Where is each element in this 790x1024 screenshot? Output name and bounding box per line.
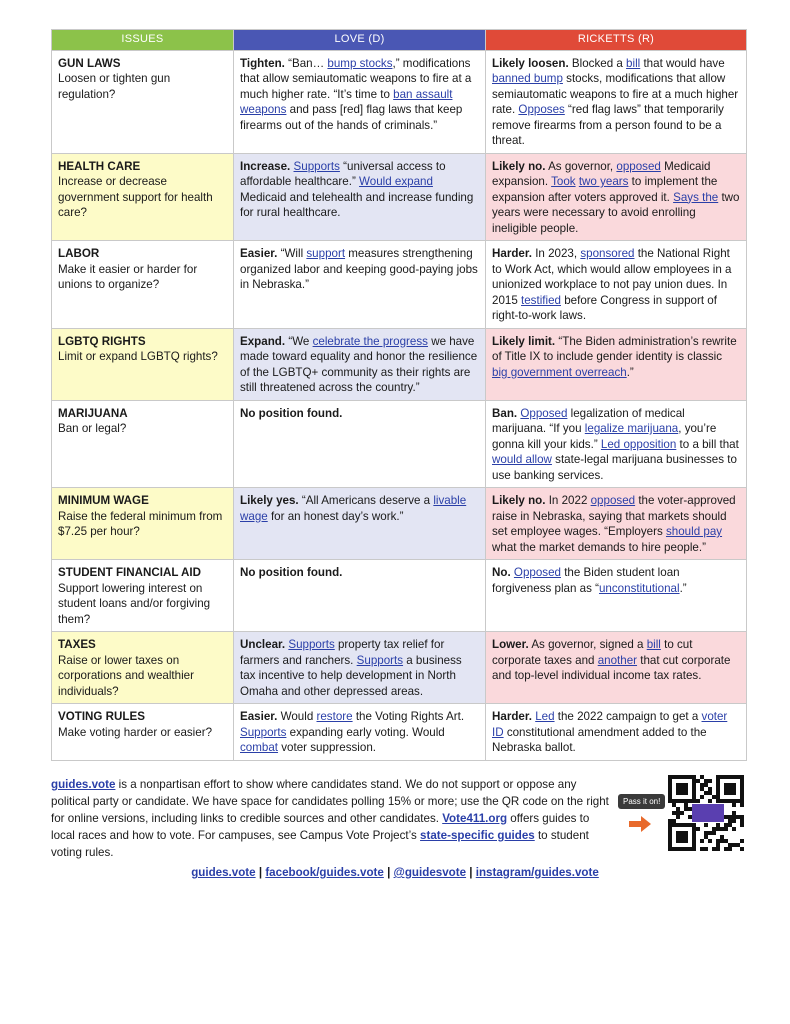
text-segment: the Biden student loan forgiveness plan as “: [492, 566, 680, 595]
position-summary: Increase.: [240, 159, 291, 173]
source-link[interactable]: banned bump: [492, 72, 563, 85]
issue-question: Raise the federal minimum from $7.25 per hour?: [58, 509, 223, 538]
text-segment: Medicaid and telehealth and increase funding for rural healthcare.: [240, 190, 474, 219]
issue-question: Raise or lower taxes on corporations and wealthier individuals?: [58, 653, 194, 698]
text-segment: .”: [626, 365, 634, 379]
issue-title: LABOR: [58, 247, 100, 260]
text-segment: “Ban…: [284, 56, 328, 70]
ricketts-position-cell: [486, 560, 747, 632]
ricketts-position-cell: [486, 632, 747, 704]
issue-cell: [52, 241, 234, 329]
source-link[interactable]: another: [597, 653, 638, 667]
issue-question: Support lowering interest on student loans and/or forgiving them?: [58, 581, 211, 626]
issue-row: [52, 153, 747, 241]
issue-title: MARIJUANA: [58, 406, 128, 420]
issue-row: [52, 704, 747, 761]
text-segment: As governor, signed a: [528, 638, 647, 651]
issue-row: [52, 50, 747, 153]
footer-text-segment: to student voting rules.: [51, 829, 589, 859]
source-link[interactable]: unconstitutional: [598, 581, 680, 595]
source-link[interactable]: Opposes: [518, 103, 565, 116]
issue-question: Make voting harder or easier?: [58, 725, 213, 739]
source-link[interactable]: two years: [578, 175, 629, 188]
source-link[interactable]: Supports: [288, 638, 335, 651]
text-segment: constitutional amendment added to the Nebraska ballot.: [492, 725, 707, 754]
text-segment: expanding early voting. Would: [286, 725, 445, 739]
position-summary: Likely no.: [492, 159, 546, 173]
position-summary: Lower.: [492, 638, 529, 651]
issue-row: [52, 328, 747, 400]
text-segment: “red flag laws” that temporarily remove firearms from a person found to be a threat.: [492, 103, 724, 147]
issue-row: [52, 488, 747, 560]
footer-link[interactable]: Vote411.org: [442, 812, 508, 825]
text-segment: what the market demands to hire people.”: [492, 540, 706, 554]
position-summary: Easier.: [240, 710, 278, 723]
link-separator: |: [383, 866, 394, 879]
position-summary: Expand.: [240, 334, 286, 348]
position-summary: Ban.: [492, 406, 518, 420]
source-link[interactable]: ban assault weapons: [240, 87, 453, 116]
source-link[interactable]: combat: [240, 741, 279, 754]
text-segment: that cut corporate and top-level individual income tax rates.: [492, 653, 731, 682]
issue-cell: [52, 704, 234, 761]
text-segment: the voter-approved raise in Nebraska, saying that markets should set employee wages. “Employers: [492, 494, 736, 538]
link-separator: |: [255, 866, 266, 879]
text-segment: before Congress in support of right-to-work laws.: [492, 293, 717, 322]
position-summary: No position found.: [240, 406, 343, 420]
issue-title: MINIMUM WAGE: [58, 494, 149, 507]
source-link[interactable]: Supports: [356, 653, 404, 667]
text-segment: Medicaid expansion.: [492, 159, 711, 188]
love-position-cell: [234, 241, 486, 329]
issue-question: Ban or legal?: [58, 422, 127, 435]
love-position-cell: [234, 50, 486, 153]
bottom-link[interactable]: guides.vote: [191, 866, 256, 879]
text-segment: state-legal marijuana businesses to use banking services.: [492, 453, 737, 482]
qr-code-icon[interactable]: [668, 775, 744, 851]
issue-title: LGBTQ RIGHTS: [58, 334, 146, 348]
text-segment: property tax relief for farmers and ranchers.: [240, 638, 445, 667]
text-segment: the 2022 campaign to get a: [554, 710, 702, 723]
issue-cell: [52, 560, 234, 632]
source-link[interactable]: testified: [521, 293, 561, 307]
source-link[interactable]: Took: [551, 175, 576, 188]
source-link[interactable]: sponsored: [580, 247, 635, 260]
footer-link[interactable]: guides.vote: [51, 778, 116, 791]
love-position-cell: [234, 488, 486, 560]
source-link[interactable]: Supports: [240, 725, 287, 739]
issue-row: [52, 400, 747, 488]
text-segment: , you’re gonna kill your kids.”: [492, 422, 717, 451]
text-segment: stocks, modifications that allow semiautomatic weapons to fire at a much higher rate.: [492, 72, 739, 116]
source-link[interactable]: bill: [646, 638, 661, 651]
source-link[interactable]: big government overreach: [492, 365, 627, 379]
text-segment: Blocked a: [568, 56, 627, 70]
text-segment: measures strengthening organized labor and keeping good-paying jobs in Nebraska.”: [240, 247, 478, 291]
position-summary: No position found.: [240, 566, 343, 579]
position-summary: Easier.: [240, 247, 278, 260]
issue-row: [52, 560, 747, 632]
issue-cell: [52, 488, 234, 560]
text-segment: Would: [277, 710, 317, 723]
text-segment: .”: [679, 581, 687, 595]
text-segment: “Will: [277, 247, 307, 260]
text-segment: In 2022: [545, 494, 591, 507]
text-segment: “All Americans deserve a: [298, 494, 434, 507]
text-segment: “The Biden administration’s rewrite of Title IX to include gender identity is classic: [492, 334, 737, 363]
position-summary: No.: [492, 566, 511, 579]
love-position-cell: [234, 328, 486, 400]
love-position-cell: [234, 400, 486, 488]
bottom-link[interactable]: instagram/guides.vote: [475, 866, 599, 879]
issues-header: ISSUES: [52, 30, 234, 51]
issue-cell: [52, 50, 234, 153]
right-arrow-icon: [629, 816, 651, 832]
source-link[interactable]: bump stocks: [327, 56, 393, 70]
ricketts-header: RICKETTS (R): [486, 30, 747, 51]
footer-link[interactable]: state-specific guides: [420, 829, 535, 842]
ricketts-position-cell: [486, 328, 747, 400]
issue-title: STUDENT FINANCIAL AID: [58, 566, 201, 579]
source-link[interactable]: should pay: [665, 525, 723, 538]
ricketts-position-cell: [486, 50, 747, 153]
text-segment: In 2023,: [531, 247, 581, 260]
source-link[interactable]: Led: [535, 710, 555, 723]
position-summary: Likely limit.: [492, 334, 556, 348]
source-link[interactable]: livable wage: [240, 494, 467, 523]
love-header: LOVE (D): [234, 30, 486, 51]
link-separator: |: [466, 866, 476, 879]
text-segment: voter suppression.: [278, 741, 376, 754]
position-summary: Likely no.: [492, 494, 546, 507]
text-segment: to a bill that: [676, 437, 739, 451]
position-summary: Tighten.: [240, 56, 285, 70]
source-link[interactable]: support: [306, 247, 346, 260]
text-segment: As governor,: [545, 159, 617, 173]
ricketts-position-cell: [486, 488, 747, 560]
issue-question: Limit or expand LGBTQ rights?: [58, 350, 218, 363]
text-segment: the Voting Rights Art.: [352, 710, 465, 723]
text-segment: that would have: [640, 56, 725, 70]
bottom-link[interactable]: @guidesvote: [393, 866, 467, 879]
text-segment: we have made toward equality and honor the resilience of the LGBTQ+ community as their rights are still threatened across the country.”: [240, 334, 478, 394]
footer-text-segment: is a nonpartisan effort to show where candidates stand. We do not support or oppose any political party or candidate. We have space for candidates polling 15% or more; use the QR code on the right for online versions, including links to credible sources and other candidates.: [51, 778, 609, 825]
issue-question: Loosen or tighten gun regulation?: [58, 72, 171, 101]
position-summary: Harder.: [492, 710, 532, 723]
text-segment: the National Right to Work Act, which would allow employees in a unionized workplace to not pay union dues. In 2015: [492, 247, 732, 307]
issues-table-body: [52, 50, 747, 760]
issue-cell: [52, 632, 234, 704]
issue-title: TAXES: [58, 638, 96, 651]
source-link[interactable]: Would expand: [359, 175, 433, 188]
issue-title: VOTING RULES: [58, 710, 145, 723]
source-link[interactable]: Says the: [673, 190, 719, 204]
issue-cell: [52, 400, 234, 488]
issue-cell: [52, 328, 234, 400]
issues-table: [51, 29, 747, 761]
issue-question: Make it easier or harder for unions to organize?: [58, 262, 198, 291]
source-link[interactable]: would allow: [492, 453, 552, 466]
ricketts-position-cell: [486, 241, 747, 329]
text-segment: legalization of medical marijuana. “If you: [492, 406, 685, 435]
bottom-link[interactable]: facebook/guides.vote: [265, 866, 384, 879]
text-segment: ,” modifications that allow semiautomatic weapons to fire at a much higher rate. “It’s time to: [240, 56, 472, 101]
source-link[interactable]: opposed: [616, 159, 661, 173]
source-link[interactable]: Opposed: [520, 406, 568, 420]
issue-question: Increase or decrease government support for health care?: [58, 175, 213, 219]
pass-it-on-label: Pass it on!: [618, 794, 665, 809]
love-position-cell: [234, 632, 486, 704]
source-link[interactable]: legalize marijuana: [584, 422, 679, 435]
source-link[interactable]: voter ID: [492, 710, 728, 739]
header-row: [52, 30, 747, 51]
text-segment: to implement the expansion after voters approved it.: [492, 175, 718, 204]
position-summary: Harder.: [492, 247, 532, 260]
source-link[interactable]: Led opposition: [600, 437, 677, 451]
love-position-cell: [234, 153, 486, 241]
love-position-cell: [234, 560, 486, 632]
source-link[interactable]: restore: [316, 710, 353, 723]
text-segment: a business tax incentive to help development in North Omaha and other depressed areas.: [240, 653, 462, 698]
ricketts-position-cell: [486, 704, 747, 761]
love-position-cell: [234, 704, 486, 761]
issue-row: [52, 241, 747, 329]
footer-disclaimer: [51, 776, 611, 861]
issue-cell: [52, 153, 234, 241]
ricketts-position-cell: [486, 400, 747, 488]
source-link[interactable]: celebrate the progress: [312, 334, 428, 348]
issue-title: GUN LAWS: [58, 56, 121, 70]
source-link[interactable]: opposed: [590, 494, 636, 507]
text-segment: “We: [285, 334, 313, 348]
text-segment: two years were necessary to avoid enrolling ineligible people.: [492, 190, 740, 235]
text-segment: to cut corporate taxes and: [492, 638, 693, 667]
position-summary: Likely yes.: [240, 494, 299, 507]
text-segment: for an honest day’s work.”: [267, 509, 404, 523]
ricketts-position-cell: [486, 153, 747, 241]
issue-title: HEALTH CARE: [58, 159, 141, 173]
issue-row: [52, 632, 747, 704]
source-link[interactable]: bill: [626, 56, 641, 70]
text-segment: and pass [red] flag laws that keep firearms out of the hands of criminals.”: [240, 103, 463, 132]
bottom-links: [0, 866, 790, 879]
position-summary: Likely loosen.: [492, 56, 569, 70]
position-summary: Unclear.: [240, 638, 286, 651]
footer-text-segment: offers guides to local races and how to vote. For campuses, see Campus Vote Project’s: [51, 812, 590, 842]
source-link[interactable]: Supports: [293, 159, 340, 173]
text-segment: “universal access to affordable healthcare.”: [240, 159, 446, 188]
source-link[interactable]: Opposed: [513, 566, 561, 579]
